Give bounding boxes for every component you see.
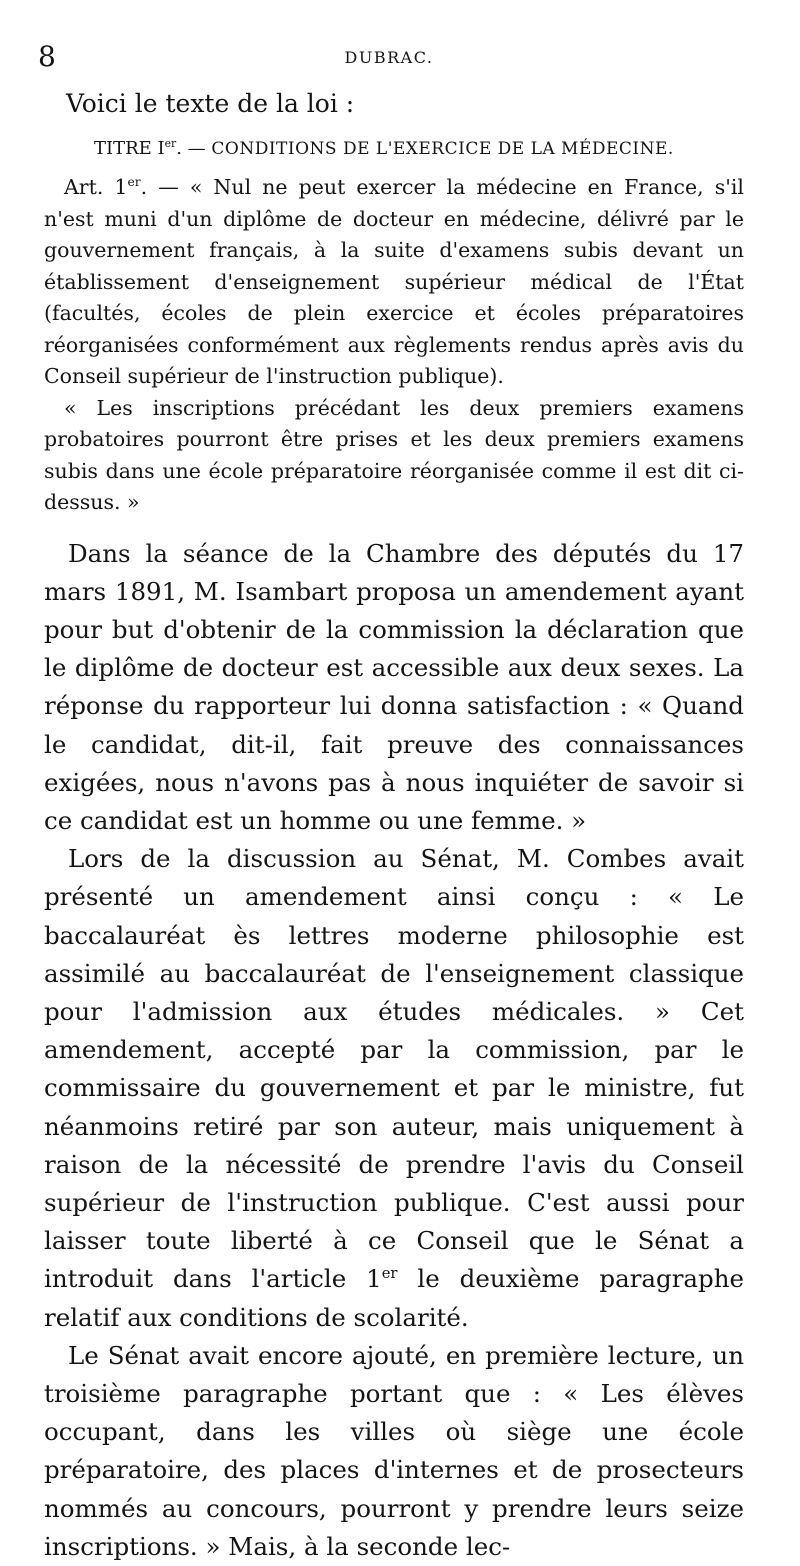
article-1-paragraph-2: « Les inscriptions précédant les deux premiers examens probatoires pourront être prises et les deux premiers examens subis dans une école préparatoire réorganisée comme il est dit ci-dessus. » [44,395,744,514]
law-title-heading: CONDITIONS DE L'EXERCICE DE LA MÉDECINE. [211,139,674,159]
page-body [44,86,744,1566]
paragraph-senat [44,840,744,1337]
page-number: 8 [38,40,56,73]
page-header [38,40,740,76]
paragraph-senat-text: Lors de la discussion au Sénat, M. Combes avait présenté un amendement ainsi conçu : « Le baccalauréat ès lettres moderne philosophie est assimilé au baccalauréat de l'enseignement classique pour l'admission aux études médicales. » Cet amendement, accepté par la commission, par le commissaire du gouvernement et par le ministre, fut néanmoins retiré par son auteur, mais uniquement à raison de la nécessité de prendre l'avis du Conseil supérieur de l'instruction publique. C'est aussi pour laisser toute liberté à ce Conseil que le Sénat a introduit dans l'article 1 [44,844,744,1294]
paragraph-senat-sup: er [381,1265,398,1283]
article-body: . — « Nul ne peut exercer la médecine en France, s'il n'est muni d'un diplôme de docteur en médecine, délivré par le gouvernement français, à la suite d'examens subis devant un établissement d'enseignement supérieur médical de l'État (facultés, écoles de plein exercice et écoles préparatoires réorganisées conformément aux règlements rendus après avis du Conseil supérieur de l'instruction publique). [44,175,744,388]
article-label: Art. 1 [64,175,128,199]
paragraph-chambre: Dans la séance de la Chambre des députés du 17 mars 1891, M. Isambart proposa un amendement ayant pour but d'obtenir de la commission la déclaration que le diplôme de docteur est accessible aux deux sexes. La réponse du rapporteur lui donna satisfaction : « Quand le candidat, dit-il, fait preuve des connaissances exigées, nous n'avons pas à nous inquiéter de savoir si ce candidat est un homme ou une femme. » [44,538,744,835]
article-1-text [44,172,744,393]
law-title-dash: . — [176,138,212,159]
paragraph-premiere-lecture: Le Sénat avait encore ajouté, en première lecture, un troisième paragraphe portant que : « Les élèves occupant, dans les villes où siège une école préparatoire, des places d'internes et de prosecteurs nommés au concours, pourront y prendre leurs seize inscriptions. » Mais, à la seconde lec- [44,1340,744,1561]
paragraph-senat-text-end: le deuxième paragraphe relatif aux conditions de scolarité. [44,1264,744,1332]
article-label-sup: er [127,175,141,190]
law-title [94,134,744,164]
law-title-prefix: TITRE I [94,138,165,159]
running-head: DUBRAC. [344,48,434,67]
intro-line: Voici le texte de la loi : [66,89,355,118]
law-title-sup: er [164,137,177,150]
